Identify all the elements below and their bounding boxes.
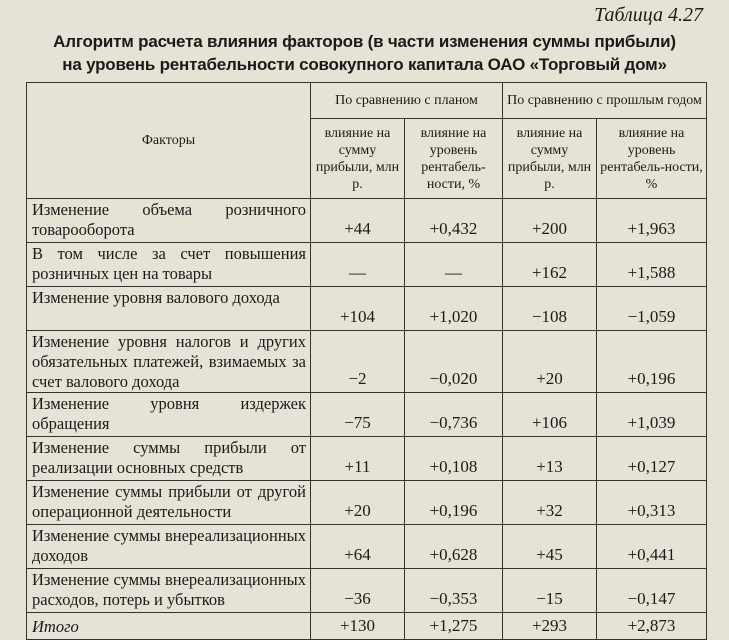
year-profit-cell: +162 bbox=[503, 243, 597, 287]
year-profit-cell: +200 bbox=[503, 199, 597, 243]
year-profitability-cell: +0,196 bbox=[597, 331, 707, 393]
year-profitability-cell: +0,441 bbox=[597, 525, 707, 569]
factor-cell: Изменение суммы внереализационных расходов, потерь и убытков bbox=[27, 569, 311, 613]
plan-profitability-cell: −0,353 bbox=[405, 569, 503, 613]
year-profitability-cell: +0,127 bbox=[597, 437, 707, 481]
table-title bbox=[0, 30, 729, 76]
header-vs-plan: По сравнению с планом bbox=[311, 83, 503, 119]
factor-cell: Изменение уровня издержек обращения bbox=[27, 393, 311, 437]
year-profit-cell: −108 bbox=[503, 287, 597, 331]
table-row bbox=[27, 199, 707, 243]
table-row bbox=[27, 525, 707, 569]
header-year-profitability-effect: влияние на уровень рентабель-ности, % bbox=[597, 119, 707, 199]
plan-profitability-cell: +0,108 bbox=[405, 437, 503, 481]
table-row bbox=[27, 437, 707, 481]
plan-profit-cell: +64 bbox=[311, 525, 405, 569]
year-profit-cell: −15 bbox=[503, 569, 597, 613]
plan-profitability-cell: −0,020 bbox=[405, 331, 503, 393]
plan-profit-cell: +20 bbox=[311, 481, 405, 525]
table-row bbox=[27, 243, 707, 287]
factor-cell: Изменение суммы прибыли от другой операционной деятельности bbox=[27, 481, 311, 525]
factor-cell: Изменение уровня налогов и других обязательных платежей, взимаемых за счет валового дохода bbox=[27, 331, 311, 393]
factor-cell: В том числе за счет повышения розничных цен на товары bbox=[27, 243, 311, 287]
year-profitability-cell: +1,963 bbox=[597, 199, 707, 243]
factor-cell: Изменение суммы прибыли от реализации основных средств bbox=[27, 437, 311, 481]
plan-profit-cell: +44 bbox=[311, 199, 405, 243]
year-profitability-cell: −0,147 bbox=[597, 569, 707, 613]
plan-profitability-cell: +0,628 bbox=[405, 525, 503, 569]
total-label: Итого bbox=[27, 613, 311, 640]
factor-cell: Изменение суммы внереализационных доходов bbox=[27, 525, 311, 569]
plan-profit-cell: +104 bbox=[311, 287, 405, 331]
title-line-1: Алгоритм расчета влияния факторов (в части изменения суммы прибыли) bbox=[53, 32, 676, 51]
table-number: Таблица 4.27 bbox=[594, 4, 703, 26]
plan-profit-cell: −75 bbox=[311, 393, 405, 437]
plan-profitability-cell: +1,020 bbox=[405, 287, 503, 331]
total-row bbox=[27, 613, 707, 640]
plan-profitability-cell: — bbox=[405, 243, 503, 287]
table-row bbox=[27, 481, 707, 525]
year-profit-cell: +106 bbox=[503, 393, 597, 437]
plan-profitability-cell: +0,432 bbox=[405, 199, 503, 243]
factor-cell: Изменение уровня валового дохода bbox=[27, 287, 311, 331]
total-plan-profit: +130 bbox=[311, 613, 405, 640]
title-line-2: на уровень рентабельности совокупного капитала ОАО «Торговый дом» bbox=[62, 55, 667, 74]
factor-cell: Изменение объема розничного товарооборота bbox=[27, 199, 311, 243]
plan-profitability-cell: +0,196 bbox=[405, 481, 503, 525]
plan-profit-cell: −36 bbox=[311, 569, 405, 613]
year-profit-cell: +20 bbox=[503, 331, 597, 393]
plan-profit-cell: −2 bbox=[311, 331, 405, 393]
year-profit-cell: +45 bbox=[503, 525, 597, 569]
year-profitability-cell: +1,039 bbox=[597, 393, 707, 437]
total-year-profit: +293 bbox=[503, 613, 597, 640]
year-profitability-cell: +0,313 bbox=[597, 481, 707, 525]
table-row bbox=[27, 331, 707, 393]
header-plan-profit-effect: влияние на сумму прибыли, млн р. bbox=[311, 119, 405, 199]
header-plan-profitability-effect: влияние на уровень рентабель-ности, % bbox=[405, 119, 503, 199]
plan-profit-cell: +11 bbox=[311, 437, 405, 481]
table-row bbox=[27, 393, 707, 437]
header-year-profit-effect: влияние на сумму прибыли, млн р. bbox=[503, 119, 597, 199]
total-plan-profitability: +1,275 bbox=[405, 613, 503, 640]
factor-analysis-table bbox=[26, 82, 707, 640]
year-profitability-cell: +1,588 bbox=[597, 243, 707, 287]
year-profit-cell: +32 bbox=[503, 481, 597, 525]
header-factors: Факторы bbox=[27, 83, 311, 199]
year-profitability-cell: −1,059 bbox=[597, 287, 707, 331]
year-profit-cell: +13 bbox=[503, 437, 597, 481]
header-vs-last-year: По сравнению с прошлым годом bbox=[503, 83, 707, 119]
plan-profitability-cell: −0,736 bbox=[405, 393, 503, 437]
table-row bbox=[27, 287, 707, 331]
total-year-profitability: +2,873 bbox=[597, 613, 707, 640]
plan-profit-cell: — bbox=[311, 243, 405, 287]
table-row bbox=[27, 569, 707, 613]
